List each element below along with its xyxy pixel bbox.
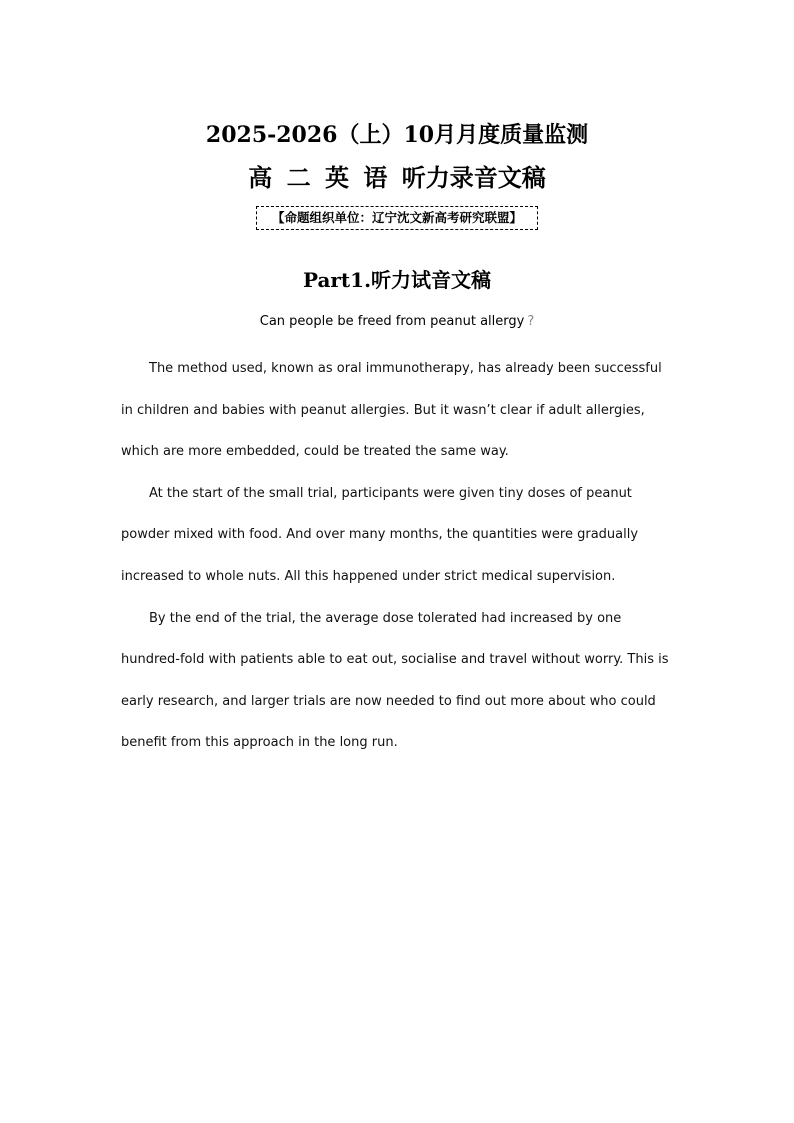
passage-title-text: Can people be freed from peanut allergy <box>259 314 525 329</box>
paragraph-3: By the end of the trial, the average dose tolerated had increased by one hundred-fold with patients able to eat out, socialise and travel without worry. This is early research, and larger trials are now needed to find out more about who could benefit from this approach in the long run. <box>121 610 669 751</box>
passage-title <box>0 314 794 329</box>
paragraph-2: At the start of the small trial, participants were given tiny doses of peanut powder mixed with food. And over many months, the quantities were gradually increased to whole nuts. All this happened under strict medical supervision. <box>121 485 639 584</box>
subject-title: 高 二 英 语 听力录音文稿 <box>248 163 546 192</box>
exam-title: 2025-2026（上）10月月度质量监测 <box>205 122 589 148</box>
passage-body <box>121 348 673 764</box>
paragraph-1: The method used, known as oral immunotherapy, has already been successful in children and babies with peanut allergies. But it wasn’t clear if adult allergies, which are more embedded, could be treated the same way. <box>121 361 662 460</box>
part-title: Part1.听力试音文稿 <box>302 268 492 292</box>
passage-title-question-mark: ? <box>527 314 535 329</box>
organizer-box: 【命题组织单位：辽宁沈文新高考研究联盟】 <box>256 206 538 230</box>
